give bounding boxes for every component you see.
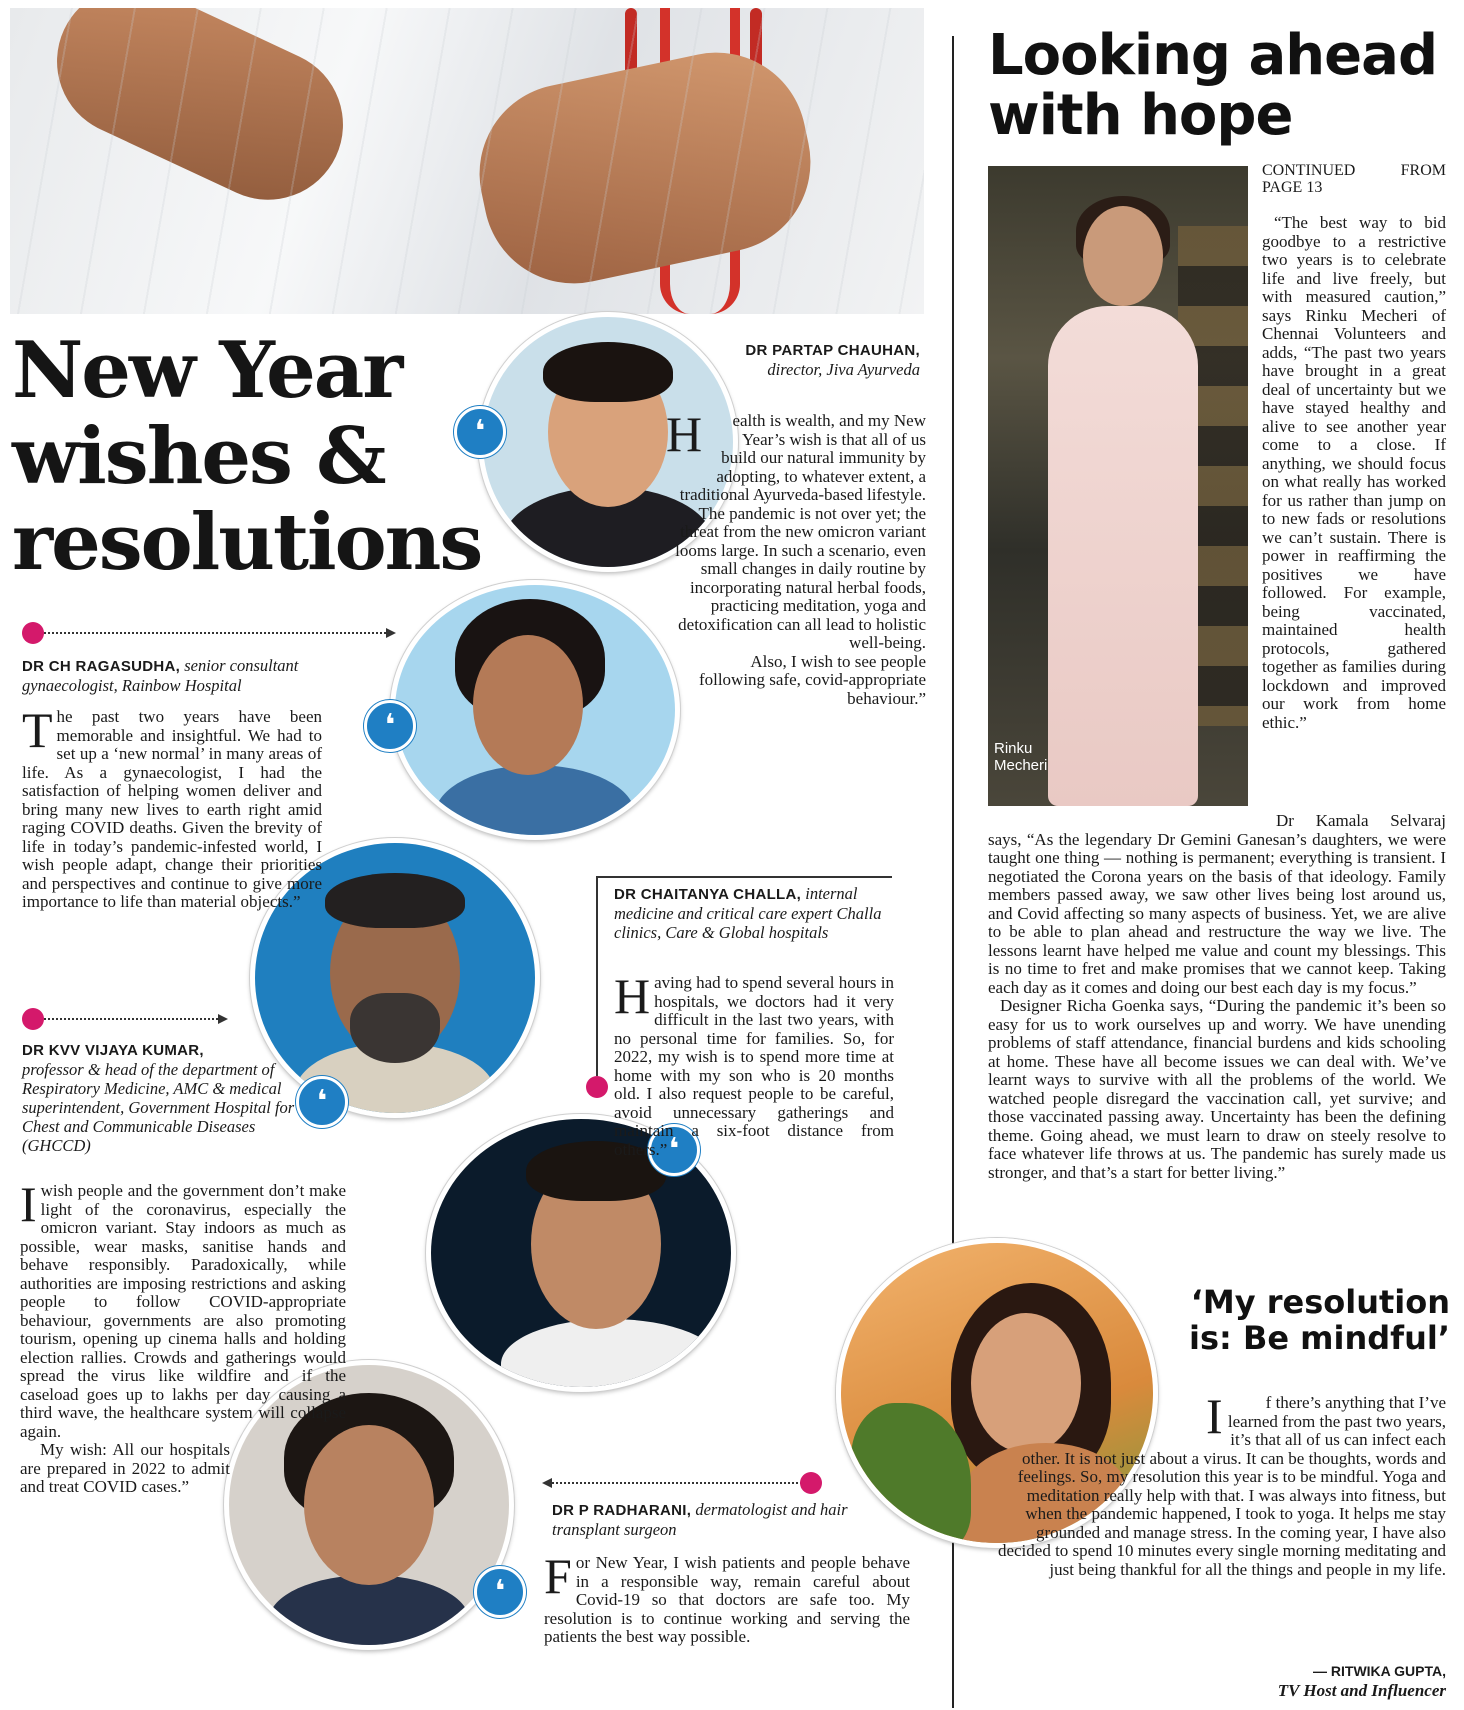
hero-coat-texture (10, 8, 924, 314)
byline-role: dermatologist and hair transplant surgeon (552, 1500, 848, 1539)
byline-name: DR CH RAGASUDHA, (22, 658, 181, 675)
byline-role: senior consultant gynaecologist, Rainbow Hospital (22, 656, 299, 695)
byline-radharani (552, 1500, 852, 1539)
quote-bubble-icon: ❛ (648, 1124, 700, 1176)
mindful-text: I f there’s anything that I’ve learned from the past two years, it’s that all of us can infect each other. It is not just about a virus. It can be thoughts, words and feelings. So, my resolution this year is to be mindful. Yoga and meditation really help with that. I was always into fitness, but when the pandemic happened, I took to yoga. It helps me stay grounded and manage stress. In the coming year, I have also decided to spend 10 minutes every single morning meditating and just being thankful for all the things and people in my life. (997, 1388, 1446, 1579)
byline-role: professor & head of the department of Respiratory Medicine, AMC & medical superintendent, Government Hospital for Chest and Communicable Diseases (GHCCD) (22, 1060, 295, 1155)
byline-role: internal medicine and critical care expert Challa clinics, Care & Global hospitals (614, 884, 882, 942)
sidebar-title-line1: Looking ahead (988, 23, 1438, 88)
sidebar-body (988, 812, 1446, 1182)
quote-chauhan (666, 406, 926, 708)
box-rule-left (596, 876, 598, 1076)
pointer-arrow (386, 628, 396, 638)
quote-vijaya (20, 1176, 346, 1497)
quote-vijaya-text2: My wish: All our hospitals are prepared in 2022 to admit and treat COVID cases.” (20, 1440, 230, 1496)
pointer-dot (22, 622, 44, 644)
byline-challa (614, 884, 904, 942)
main-headline-line3: resolutions (12, 497, 482, 588)
sidebar-para1: “The best way to bid goodbye to a restrictive two years is to celebrate life and live freely, but with measured caution,” says Rinku Mecheri of Chennai Volunteers and adds, “The past two years have brought in a great deal of uncertainty but we have stayed healthy and alive to see another year come to a close. If anything, we should focus on what really has worked for us rather than jump on to new fads or resolutions we can’t sustain. There is power in reaffirming the positives we have followed. For example, being vaccinated, maintained health protocols, gathered together as families during lockdown and improved our work from home ethic.” (1262, 213, 1446, 732)
drop-cap: I (20, 1176, 37, 1232)
byline-name: DR CHAITANYA CHALLA, (614, 886, 802, 903)
pointer-line (552, 1482, 810, 1484)
pointer-arrow (542, 1478, 552, 1488)
signature-role: TV Host and Influencer (1277, 1681, 1446, 1700)
box-rule-top (596, 876, 892, 878)
sidebar-continued: CONTINUED FROM PAGE 13 (1262, 162, 1446, 196)
quote-bubble-icon: ❛ (296, 1076, 348, 1128)
mindful-title (1180, 1284, 1450, 1356)
mindful-signature (1150, 1662, 1446, 1700)
sidebar-title-line2: with hope (988, 83, 1293, 148)
photo-caption: Rinku Mecheri (994, 740, 1048, 774)
hero-photo-doctor (10, 8, 924, 314)
drop-cap: T (22, 702, 53, 758)
pointer-dot (800, 1472, 822, 1494)
byline-role: director, Jiva Ayurveda (767, 360, 920, 379)
byline-name: DR PARTAP CHAUHAN, (745, 342, 920, 359)
quote-vijaya-text: Iwish people and the government don’t make light of the coronavirus, especially the omicron variant. Stay indoors as much as possible, wear masks, sanitise hands and behave responsibly. Paradoxically, while authorities are imposing restrictions and asking people to follow COVID-appropriate behaviour, governments are also promoting tourism, opening up cinema halls and holding election rallies. Crowds and gatherings would spread the virus like wildfire and if the caseload goes up to lakhs per day causing a third wave, the healthcare system will collapse again. (20, 1176, 346, 1441)
byline-chauhan (744, 340, 920, 379)
quote-challa-text: Having had to spend several hours in hospitals, we doctors had it very difficult in the last two years, with no personal time for families. So, for 2022, my wish is to spend more time at home with my son who is 20 months old. I also request people to be careful, avoid unnecessary gatherings and maintain a six-foot distance from others.” (614, 968, 894, 1159)
sidebar-title (988, 23, 1448, 148)
sidebar-para2: Dr Kamala Selvaraj says, “As the legendary Dr Gemini Ganesan’s daughters, we were taught one thing — nothing is permanent; everything is transient. I negotiated the Corona years on the basis of that ideology. Family members passed away, we saw other lives being lost around us, and Covid affecting so many aspects of business. Yet, we are alive to be able to plan ahead and restructure the way we live. The lessons learnt have helped me value and count my blessings. This is no time to fret and make promises that we cannot keep. Taking each day as it comes and doing our best each day is my focus.” (988, 811, 1446, 997)
quote-bubble-icon: ❛ (474, 1566, 526, 1618)
signature-name: — RITWIKA GUPTA, (1313, 1663, 1446, 1679)
portrait-ragasudha (390, 580, 680, 840)
sidebar-para3: Designer Richa Goenka says, “During the pandemic it’s been so easy for us to work ourselves up and worry. We have unending problems of staff attendance, financial burdens and kids schooling at home. These have all become issues we can deal with. We’ve learnt ways to survive with all the problems of the world. We watched people disregard the vaccination call, yet survive; and those vaccinated passing away. Uncertainty has been the defining theme. Going ahead, we must learn to draw on steely resolve to face whatever life throws at us. The pandemic has surely made us stronger, and that’s a start for better living.” (988, 996, 1446, 1182)
quote-ragasudha-text: The past two years have been memorable and insightful. We had to set up a ‘new normal’ in many areas of life. As a gynaecologist, I had the satisfaction of helping women deliver and bring many new lives to earth right amid raging COVID deaths. Given the brevity of life in today’s pandemic-infested world, I wish people adapt, change their priorities and perspectives and continue to give more importance to life than material objects.” (22, 702, 322, 911)
drop-cap: I (1206, 1388, 1223, 1444)
byline-name: DR P RADHARANI, (552, 1502, 692, 1519)
main-headline-line1: New Year (12, 325, 402, 416)
mindful-title-line1: ‘My resolution (1190, 1283, 1450, 1321)
quote-radharani-text: For New Year, I wish patients and people behave in a responsible way, remain careful about Covid-19 so that doctors are safe too. My resolution is to continue working and serving the patients the best way possible. (544, 1548, 910, 1646)
main-headline-line2: wishes & (12, 411, 385, 502)
main-headline (12, 325, 482, 588)
pointer-line (44, 632, 386, 634)
byline-vijaya (22, 1040, 312, 1155)
quote-chauhan-text: H ealth is wealth, and my New Year’s wish is that all of us build our natural immunity by adopting, to whatever extent, a traditional Ayurveda-based lifestyle. The pandemic is not over yet; the threat from the new omicron variant looms large. In such a scenario, even small changes in daily routine by incorporating natural herbal foods, practicing meditation, yoga and detoxification can all lead to holistic well-being. (666, 406, 926, 652)
drop-cap: F (544, 1548, 572, 1604)
photo-rinku-mecheri (988, 166, 1248, 806)
quote-bubble-icon: ❛ (364, 700, 416, 752)
pointer-dot (586, 1076, 608, 1098)
pointer-arrow (218, 1014, 228, 1024)
byline-name: DR KVV VIJAYA KUMAR, (22, 1042, 204, 1059)
pointer-line (44, 1018, 218, 1020)
quote-bubble-icon: ❛ (454, 406, 506, 458)
pointer-dot (22, 1008, 44, 1030)
drop-cap: H (614, 968, 651, 1024)
mindful-title-line2: is: Be mindful’ (1188, 1319, 1450, 1357)
byline-ragasudha (22, 656, 342, 695)
drop-cap: H (666, 406, 703, 462)
quote-chauhan-text2: Also, I wish to see people following safe, covid-appropriate behaviour.” (698, 651, 926, 708)
